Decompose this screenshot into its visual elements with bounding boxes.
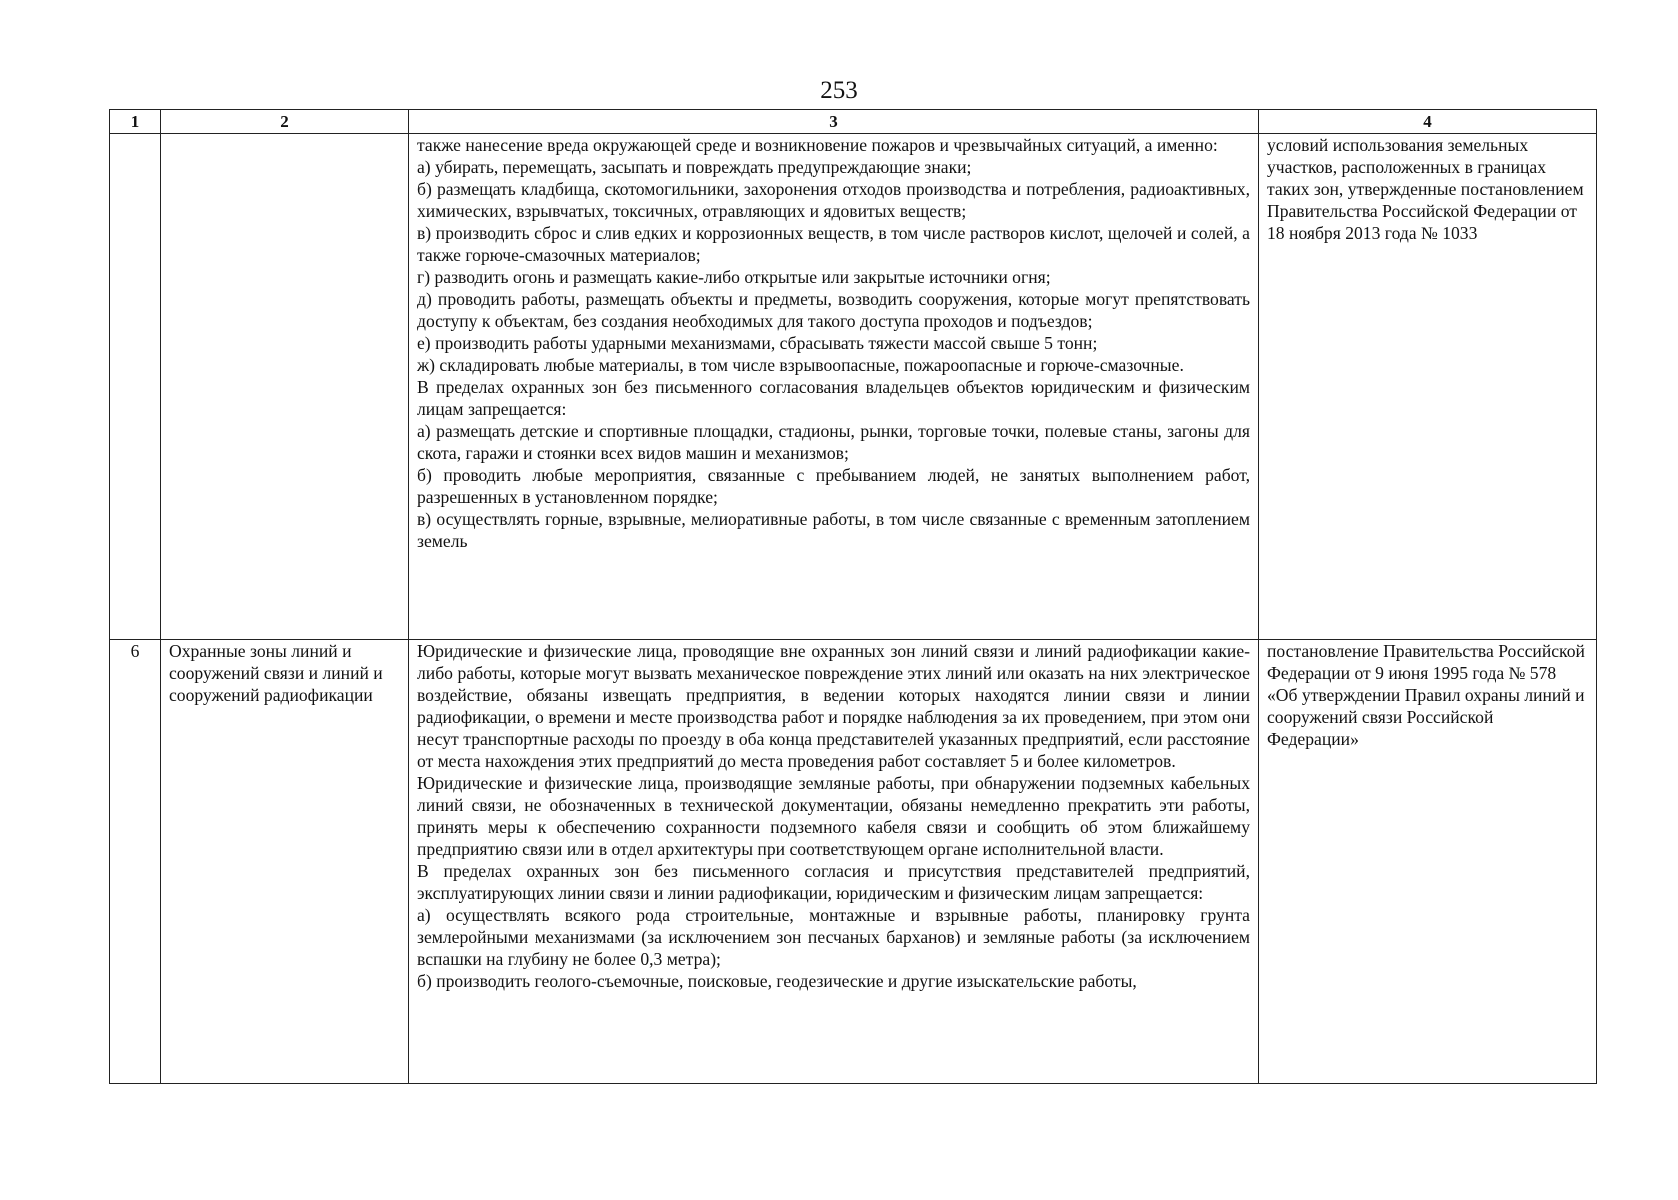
- restriction-paragraph: д) проводить работы, размещать объекты и предметы, возводить сооружения, которые могут препятствовать доступу к объектам, без создания необходимых для такого доступа проходов и подъездов;: [417, 289, 1250, 331]
- restriction-paragraph: а) осуществлять всякого рода строительные, монтажные и взрывные работы, планировку грунта землеройными механизмами (за исключением зон песчаных барханов) и земляные работы (за исключением вспашки на глубину не более 0,3 метра);: [417, 905, 1250, 969]
- restriction-paragraph: ж) складировать любые материалы, в том числе взрывоопасные, пожароопасные и горюче-смазочные.: [417, 355, 1184, 375]
- legal-basis: условий использования земельных участков, расположенных в границах таких зон, утвержденные постановлением Правительства Российской Федерации от 18 ноября 2013 года № 1033: [1259, 134, 1597, 640]
- header-col-3: 3: [409, 110, 1259, 134]
- restriction-paragraph: б) проводить любые мероприятия, связанные с пребыванием людей, не занятых выполнением работ, разрешенных в установленном порядке;: [417, 465, 1250, 507]
- restriction-paragraph: г) разводить огонь и размещать какие-либо открытые или закрытые источники огня;: [417, 267, 1051, 287]
- restrictions-text: [409, 134, 1259, 640]
- header-col-4: 4: [1259, 110, 1597, 134]
- zone-name: Охранные зоны линий и сооружений связи и линий и сооружений радиофикации: [161, 640, 409, 1084]
- zone-name: [161, 134, 409, 640]
- restriction-paragraph: в) производить сброс и слив едких и коррозионных веществ, в том числе растворов кислот, щелочей и солей, а также горюче-смазочных материалов;: [417, 223, 1250, 265]
- restriction-paragraph: Юридические и физические лица, проводящие вне охранных зон линий связи и линий радиофикации какие-либо работы, которые могут вызвать механическое повреждение этих линий или оказать на них электрическое воздействие, обязаны извещать предприятия, в ведении которых находятся линии связи и линии радиофикации, о времени и месте производства работ и порядке наблюдения за их проведением, при этом они несут транспортные расходы по проезду в оба конца представителей указанных предприятий, если расстояние от места нахождения этих предприятий до места проведения работ составляет 5 и более километров.: [417, 641, 1250, 771]
- row-number: [110, 134, 161, 640]
- table-row: [110, 640, 1597, 1084]
- restriction-paragraph: В пределах охранных зон без письменного согласования владельцев объектов юридическим и физическим лицам запрещается:: [417, 377, 1250, 419]
- restriction-paragraph: в) осуществлять горные, взрывные, мелиоративные работы, в том числе связанные с временным затоплением земель: [417, 509, 1250, 551]
- row-number: 6: [110, 640, 161, 1084]
- restriction-paragraph: также нанесение вреда окружающей среде и возникновение пожаров и чрезвычайных ситуаций, а именно:: [417, 135, 1218, 155]
- header-row: [110, 110, 1597, 134]
- header-col-1: 1: [110, 110, 161, 134]
- page-number: 253: [820, 77, 858, 104]
- header-col-2: 2: [161, 110, 409, 134]
- table-header: [110, 110, 1597, 134]
- restriction-paragraph: а) убирать, перемещать, засыпать и повреждать предупреждающие знаки;: [417, 157, 972, 177]
- restriction-paragraph: б) размещать кладбища, скотомогильники, захоронения отходов производства и потребления, радиоактивных, химических, взрывчатых, токсичных, отравляющих и ядовитых веществ;: [417, 179, 1250, 221]
- restriction-paragraph: б) производить геолого-съемочные, поисковые, геодезические и другие изыскательские работы,: [417, 971, 1137, 991]
- restriction-paragraph: а) размещать детские и спортивные площадки, стадионы, рынки, торговые точки, полевые станы, загоны для скота, гаражи и стоянки всех видов машин и механизмов;: [417, 421, 1250, 463]
- restriction-paragraph: Юридические и физические лица, производящие земляные работы, при обнаружении подземных кабельных линий связи, не обозначенных в технической документации, обязаны немедленно прекратить эти работы, принять меры к обеспечению сохранности подземного кабеля связи и сообщить об этом ближайшему предприятию связи или в отдел архитектуры при соответствующем органе исполнительной власти.: [417, 773, 1250, 859]
- document-table: [109, 109, 1597, 1084]
- restriction-paragraph: е) производить работы ударными механизмами, сбрасывать тяжести массой свыше 5 тонн;: [417, 333, 1098, 353]
- restriction-paragraph: В пределах охранных зон без письменного согласия и присутствия представителей предприятий, эксплуатирующих линии связи и линии радиофикации, юридическим и физическим лицам запрещается:: [417, 861, 1250, 903]
- restrictions-text: [409, 640, 1259, 1084]
- legal-basis: постановление Правительства Российской Федерации от 9 июня 1995 года № 578 «Об утверждении Правил охраны линий и сооружений связи Российской Федерации»: [1259, 640, 1597, 1084]
- table-row: [110, 134, 1597, 640]
